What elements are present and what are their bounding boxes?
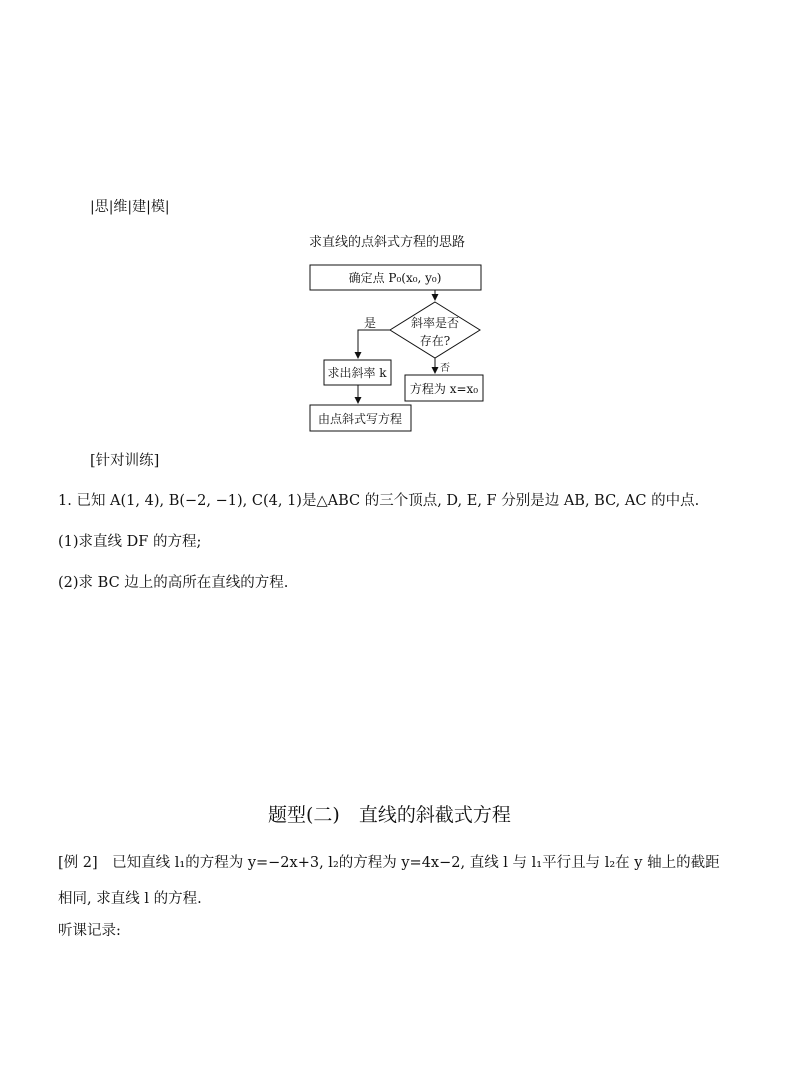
notes-label: 听课记录: [58, 923, 121, 939]
section-label: |思|维|建|模| [90, 199, 170, 215]
flow-label-yes: 是 [363, 316, 377, 330]
flowchart [300, 255, 500, 440]
question-1-part-2: (2)求 BC 边上的高所在直线的方程. [58, 575, 289, 591]
flow-text-diamond-line1: 斜率是否 [410, 316, 460, 330]
flow-text-determine-point: 确定点 P₀(x₀, y₀) [348, 271, 442, 285]
flow-label-no: 否 [440, 363, 450, 374]
practice-label: [针对训练] [90, 453, 160, 469]
flowchart-title: 求直线的点斜式方程的思路 [309, 235, 466, 250]
question-1-part-1: (1)求直线 DF 的方程; [58, 534, 202, 550]
example-2-line-1: [例 2] 已知直线 l₁的方程为 y=−2x+3, l₂的方程为 y=4x−2, 直线 l 与 l₁平行且与 l₂在 y 轴上的截距 [58, 855, 720, 871]
flow-text-point-slope: 由点斜式写方程 [317, 412, 403, 426]
flow-text-diamond-line2: 存在? [419, 334, 451, 348]
flow-diamond-slope-exists [390, 302, 480, 358]
flow-text-find-slope: 求出斜率 k [327, 366, 387, 380]
example-2-line-2: 相同, 求直线 l 的方程. [58, 891, 202, 907]
flow-text-equation-x: 方程为 x=x₀ [409, 382, 479, 396]
question-1-stem: 1. 已知 A(1, 4), B(−2, −1), C(4, 1)是△ABC 的三个顶点, D, E, F 分别是边 AB, BC, AC 的中点. [58, 493, 700, 509]
section-2-title: 题型(二) 直线的斜截式方程 [268, 804, 511, 826]
